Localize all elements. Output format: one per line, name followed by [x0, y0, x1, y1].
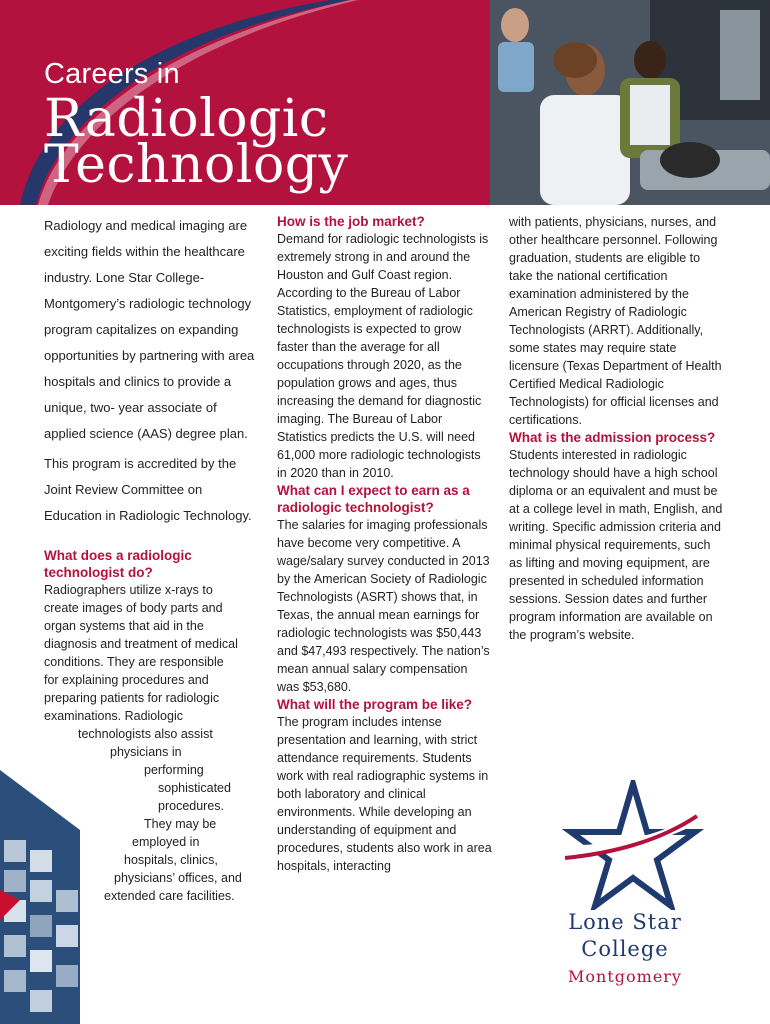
logo-text-lone-star: Lone Star: [568, 910, 682, 934]
intro-paragraph: Radiology and medical imaging are exciting fields within the healthcare industry. Lone Star College- Montgomery’s radiologic technology program capitalizes on expanding opportunities by partnering with area hospitals and clinics to provide a unique, two- year associate of applied science (AAS) degree plan.: [44, 218, 255, 441]
title-line-technology: Technology: [44, 135, 349, 195]
heading-earnings: What can I expect to earn as a radiologic technologist?: [277, 483, 470, 515]
body-line: physicians in: [110, 745, 182, 759]
body-line: extended care facilities.: [104, 889, 235, 903]
title-banner: [0, 0, 490, 205]
job-market-paragraph: Demand for radiologic technologists is extremely strong in and around the Houston and Gulf Coast region. According to the Bureau of Labor Statistics, employment of radiologic technologists is expected to grow faster than the average for all occupations through 2020, as the population grows and ages, thus increasing the demand for diagnostic imaging. The Bureau of Labor Statistics predicts the U.S. will need 61,000 more radiologic technologists in 2020 than in 2010.: [277, 232, 489, 480]
body-line: conditions. They are responsible: [44, 655, 224, 669]
heading-what-does: What does a radiologic technologist do?: [44, 548, 192, 580]
lone-star-college-logo: [545, 780, 705, 990]
body-line: create images of body parts and: [44, 601, 223, 615]
scan-film-image: [0, 770, 80, 1024]
title-line-radiologic: Radiologic: [44, 89, 329, 149]
body-line: sophisticated: [158, 781, 231, 795]
body-line: employed in: [132, 835, 200, 849]
header-photo: [490, 0, 770, 205]
body-line: performing: [144, 763, 204, 777]
body-line: technologists also assist: [78, 727, 213, 741]
body-line: They may be: [144, 817, 217, 831]
body-line: for explaining procedures and: [44, 673, 209, 687]
earnings-paragraph: The salaries for imaging professionals have become very competitive. A wage/salary survey conducted in 2013 by the American Society of Radiologic Technologists (ASRT) shows that, in Texas, the annual mean earnings for radiologic technologists was $50,443 and $47,493 respectively. The nation’s mean annual salary compensation was $53,680.: [277, 518, 490, 694]
body-line: organ systems that aid in the: [44, 619, 204, 633]
program-paragraph: The program includes intense presentation and learning, with strict attendance requirements. Students work with real radiographic systems in both laboratory and clinical environments. While developing an understanding of equipment and procedures, students also work in area hospitals, interacting: [277, 715, 492, 873]
admission-paragraph: Students interested in radiologic technology should have a high school diploma or an equivalent and must be at a college level in math, English, and writing. Specific admission criteria and minimal physical requirements, such as lifting and moving equipment, are presented in scheduled information sessions. Session dates and further program information are available on the program’s website.: [509, 448, 723, 642]
logo-text-college: College: [581, 937, 669, 961]
heading-job-market: How is the job market?: [277, 214, 425, 229]
column-middle: [277, 213, 492, 875]
page-title: [44, 89, 349, 195]
title-careers-in: Careers in: [44, 58, 180, 90]
clinical-photo-illustration: [490, 0, 770, 205]
body-line: examinations. Radiologic: [44, 709, 183, 723]
star-logo-icon: [545, 780, 705, 910]
logo-text-montgomery: Montgomery: [568, 967, 682, 986]
column-right: [509, 213, 724, 644]
continuation-paragraph: with patients, physicians, nurses, and other healthcare personnel. Following graduation, students are eligible to take the national certification examination administered by the American Registry of Radiologic Technologists (ARRT). Additionally, some states may require state licensure (Texas Department of Health Certified Medical Radiologic Technologists) for official licenses and certifications.: [509, 215, 722, 427]
body-line: diagnosis and treatment of medical: [44, 637, 238, 651]
body-line: preparing patients for radiologic: [44, 691, 220, 705]
body-line: physicians’ offices, and: [114, 871, 242, 885]
accreditation-paragraph: This program is accredited by the Joint Review Committee on Education in Radiologic Technology.: [44, 456, 252, 523]
heading-program: What will the program be like?: [277, 697, 473, 712]
body-line: hospitals, clinics,: [124, 853, 218, 867]
body-line: procedures.: [158, 799, 225, 813]
scan-film-illustration: [0, 770, 80, 1024]
heading-admission: What is the admission process?: [509, 430, 716, 445]
body-line: Radiographers utilize x-rays to: [44, 583, 213, 597]
